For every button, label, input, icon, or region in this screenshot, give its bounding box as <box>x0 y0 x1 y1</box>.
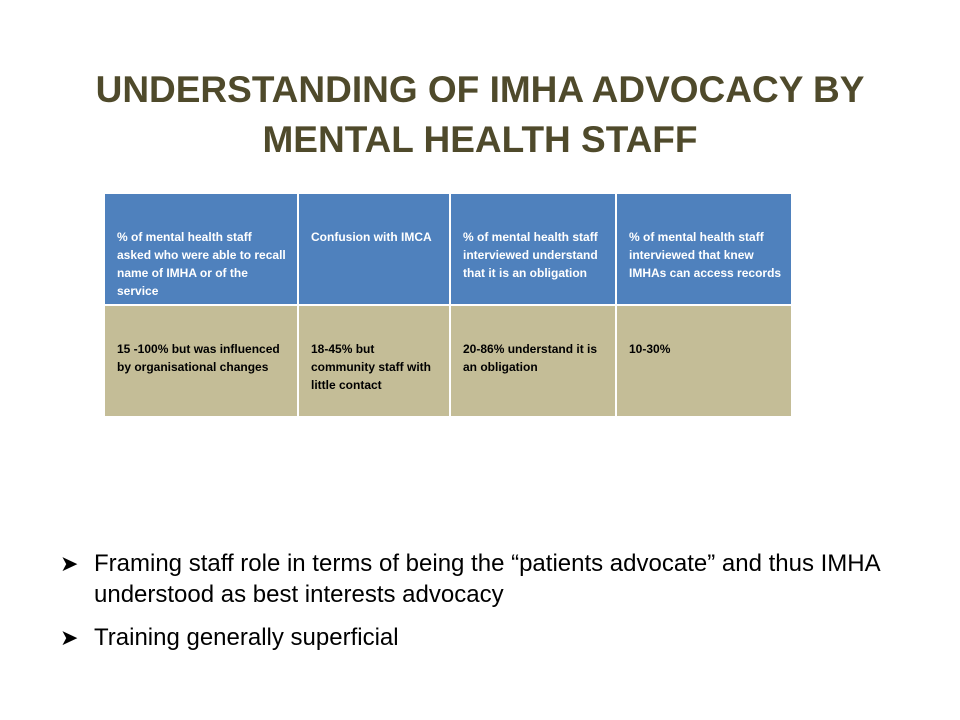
arrow-bullet-icon: ➤ <box>60 551 79 576</box>
header-obligation: % of mental health staff interviewed understand that it is an obligation <box>450 193 616 305</box>
cell-obligation: 20-86% understand it is an obligation <box>450 305 616 417</box>
header-recall-name: % of mental health staff asked who were able to recall name of IMHA or of the service <box>104 193 298 305</box>
bullet-list <box>60 548 920 665</box>
table-row <box>104 305 792 417</box>
findings-table <box>103 192 793 418</box>
cell-recall-name: 15 -100% but was influenced by organisational changes <box>104 305 298 417</box>
cell-confusion-imca: 18-45% but community staff with little contact <box>298 305 450 417</box>
slide-title <box>40 65 920 165</box>
arrow-bullet-icon: ➤ <box>60 625 79 650</box>
bullet-text: Framing staff role in terms of being the “patients advocate” and thus IMHA understood as best interests advocacy <box>94 550 880 608</box>
list-item <box>60 622 920 653</box>
list-item <box>60 548 920 610</box>
slide-title-line2: MENTAL HEALTH STAFF <box>262 118 698 160</box>
header-confusion-imca: Confusion with IMCA <box>298 193 450 305</box>
cell-access-records: 10-30% <box>616 305 792 417</box>
bullet-text: Training generally superficial <box>94 624 399 651</box>
header-access-records: % of mental health staff interviewed that knew IMHAs can access records <box>616 193 792 305</box>
slide-title-line1: UNDERSTANDING OF IMHA ADVOCACY BY <box>95 68 865 110</box>
table-header-row <box>104 193 792 305</box>
